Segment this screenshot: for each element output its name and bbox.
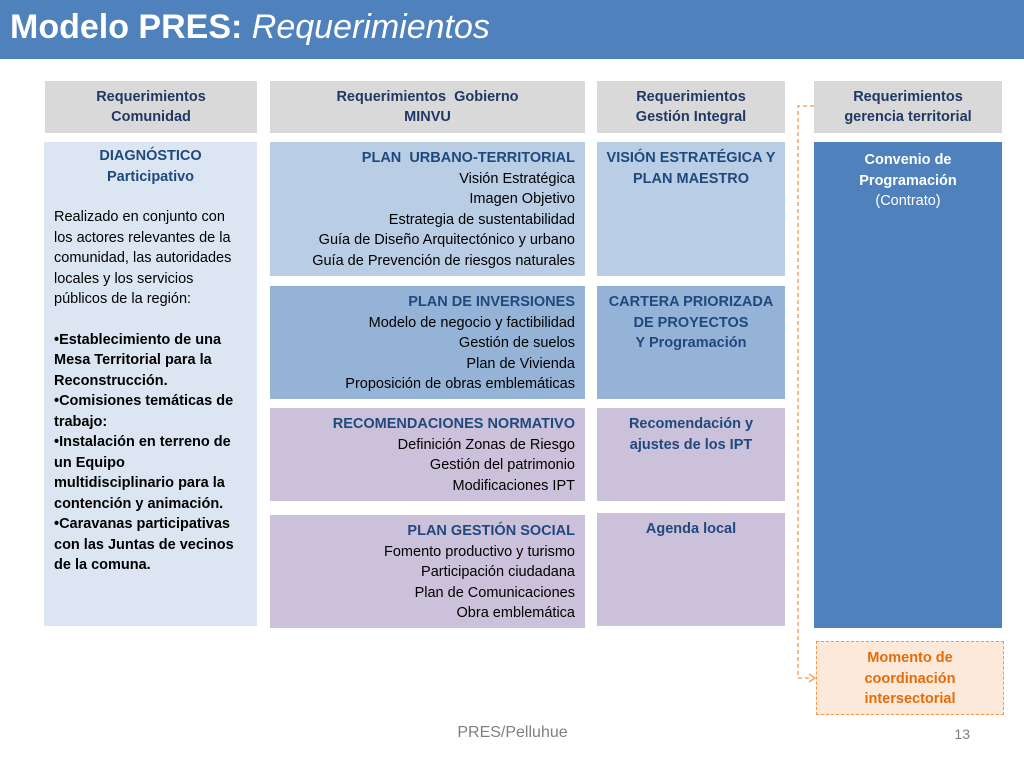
plan-item: Plan de Comunicaciones [414, 584, 575, 601]
header-line: Requerimientos [853, 89, 963, 105]
diagnostico-bullet: •Establecimiento de una Mesa Territorial para la Reconstrucción. [54, 331, 222, 389]
plan-item: Gestión del patrimonio [429, 457, 575, 473]
plan-item: Gestión de suelos [458, 335, 575, 351]
footer-label: PRES/Pelluhue [457, 724, 568, 741]
gestion-line: ajustes de los IPT [629, 436, 753, 453]
plan-item: Estrategia de sustentabilidad [388, 211, 575, 228]
plan-item: Participación ciudadana [421, 564, 575, 580]
gestion-line: Agenda local [645, 521, 737, 537]
contrato-label: (Contrato) [875, 193, 941, 209]
header-line: gerencia territorial [844, 109, 972, 125]
header-line: Comunidad [111, 109, 191, 125]
gestion-line: Recomendación y [628, 416, 754, 432]
diagnostico-title: DIAGNÓSTICO [99, 148, 202, 164]
header-line: Requerimientos [636, 89, 746, 105]
plan-inversiones-title: PLAN DE INVERSIONES [408, 294, 575, 310]
plan-item: Plan de Vivienda [466, 355, 575, 372]
recomendaciones-title: RECOMENDACIONES NORMATIVO [332, 416, 575, 432]
diagnostico-intro: Realizado en conjunto con los actores relevantes de la comunidad, las autoridades locales y los servicios públicos de la región: [54, 209, 232, 307]
plan-gestion-social-title: PLAN GESTIÓN SOCIAL [407, 523, 575, 539]
page-number: 13 [954, 726, 970, 742]
diagnostico-bullet: •Caravanas participativas con las Juntas de vecinos de la comuna. [54, 516, 234, 573]
gestion-line: PLAN MAESTRO [633, 170, 749, 187]
header-line: Gestión Integral [635, 109, 747, 125]
plan-item: Guía de Prevención de riesgos naturales [312, 252, 575, 269]
plan-item: Modificaciones IPT [452, 477, 575, 494]
plan-item: Modelo de negocio y factibilidad [368, 314, 575, 331]
momento-line: Momento de [867, 650, 953, 666]
plan-item: Definición Zonas de Riesgo [397, 436, 575, 453]
momento-line: coordinación [864, 670, 956, 687]
diagnostico-bullet: •Instalación en terreno de un Equipo multidisciplinario para la contención y animación. [54, 434, 231, 512]
slide-title-italic: Requerimientos [251, 8, 490, 46]
slide-title-main: Modelo PRES: [10, 8, 252, 46]
header-line: Requerimientos Gobierno [336, 89, 519, 105]
diagnostico-bullet: •Comisiones temáticas de trabajo: [54, 393, 234, 430]
plan-item: Fomento productivo y turismo [384, 543, 575, 560]
momento-line: intersectorial [864, 691, 956, 707]
header-line: Requerimientos [96, 89, 206, 105]
plan-item: Proposición de obras emblemáticas [345, 376, 575, 392]
plan-item: Visión Estratégica [459, 170, 575, 187]
gestion-line: VISIÓN ESTRATÉGICA Y [606, 150, 776, 166]
gestion-line: DE PROYECTOS [633, 314, 749, 331]
plan-item: Imagen Objetivo [469, 191, 575, 207]
gestion-line: CARTERA PRIORIZADA [608, 294, 774, 310]
plan-item: Guía de Diseño Arquitectónico y urbano [318, 232, 575, 248]
gestion-line: Y Programación [635, 335, 747, 351]
header-line: MINVU [404, 109, 451, 125]
plan-urbano-title: PLAN URBANO-TERRITORIAL [361, 150, 575, 166]
plan-item: Obra emblemática [456, 605, 575, 621]
diagnostico-subtitle: Participativo [106, 168, 195, 185]
convenio-line: Programación [859, 172, 957, 189]
momento-coordinacion-box [816, 641, 1004, 715]
convenio-line: Convenio de [864, 152, 952, 168]
